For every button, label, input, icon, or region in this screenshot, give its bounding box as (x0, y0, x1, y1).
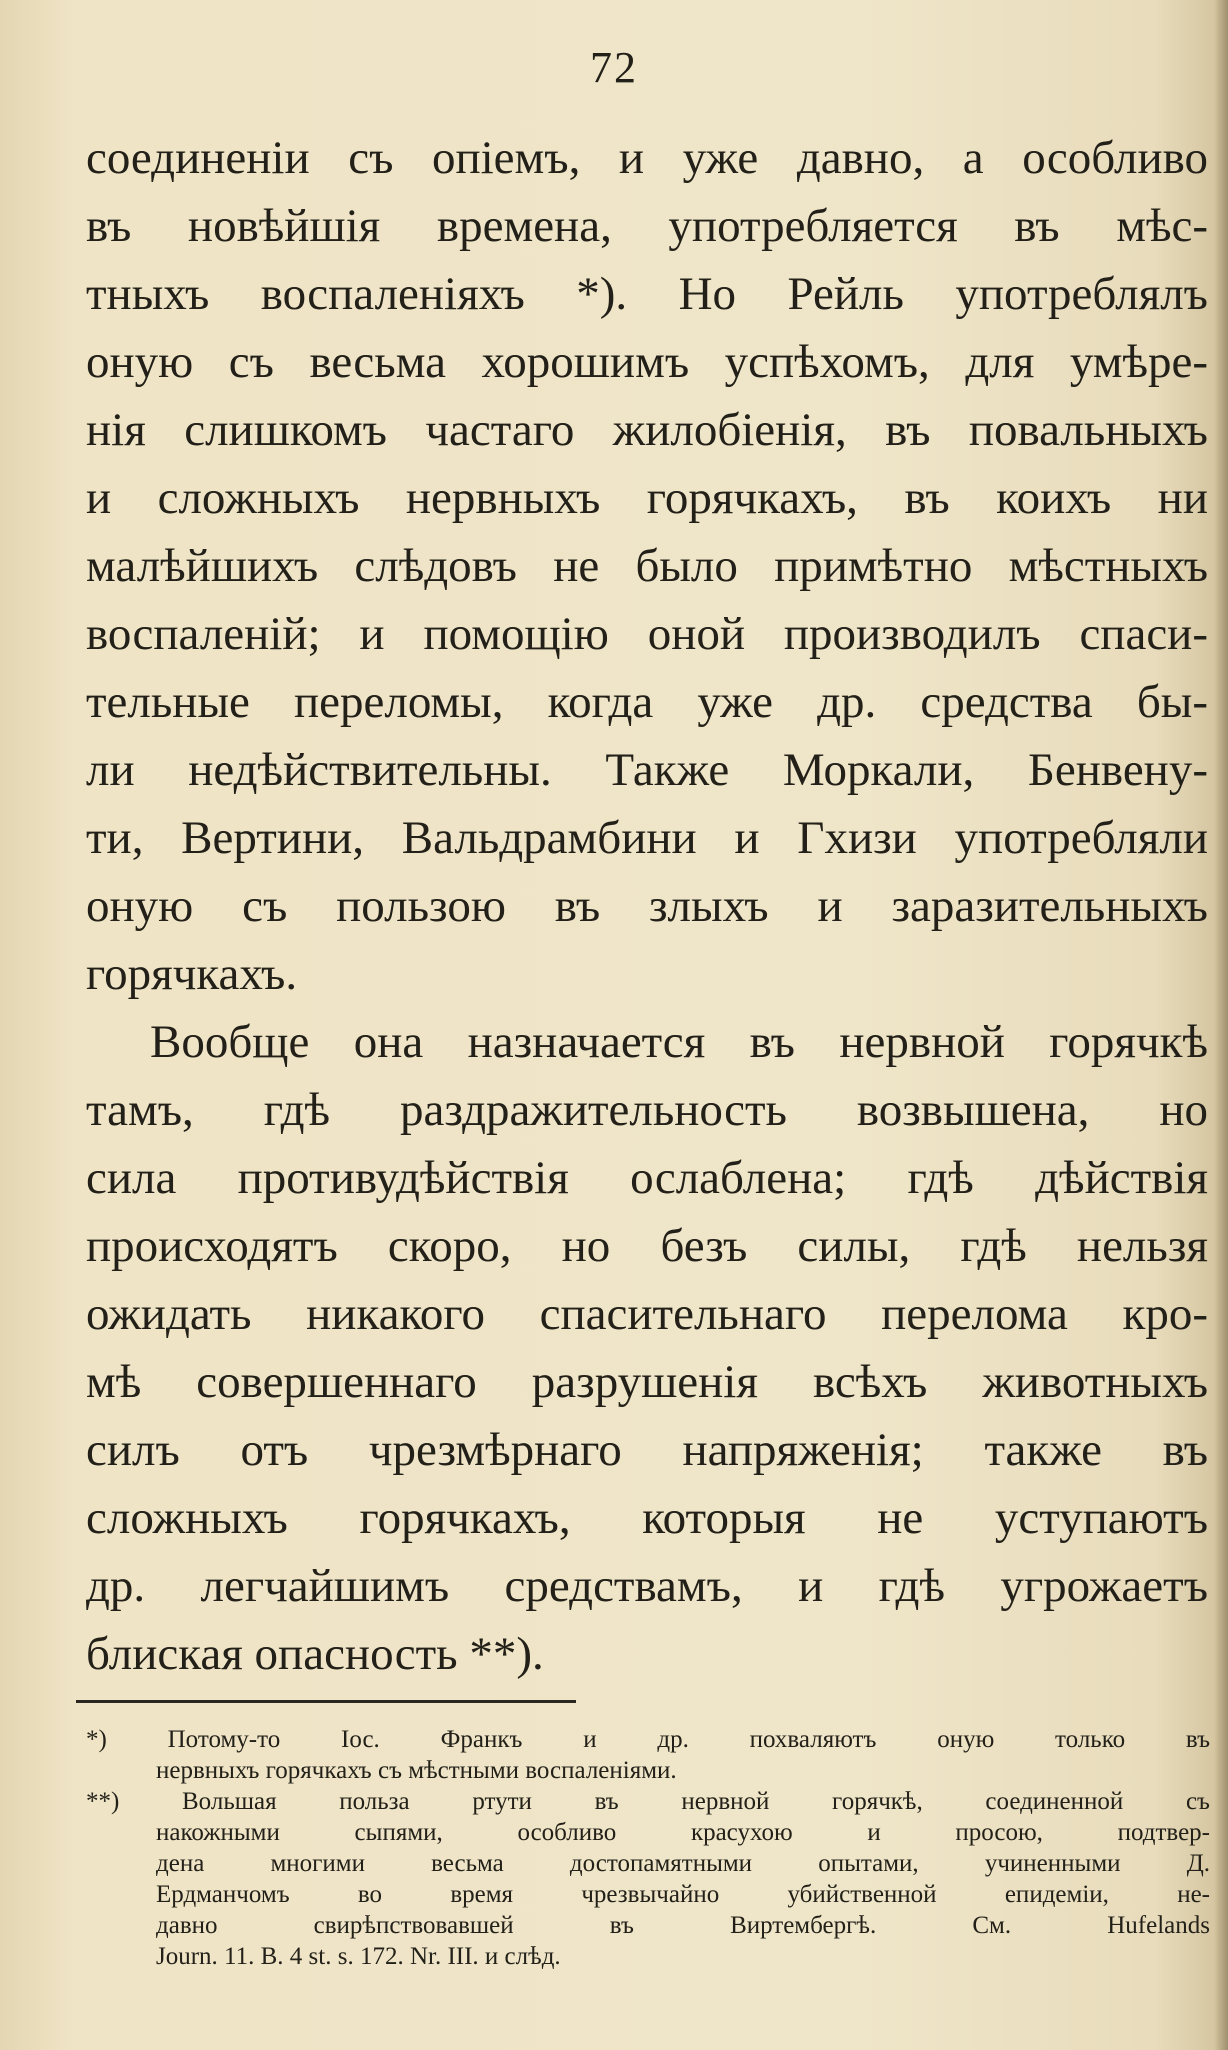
text-line-7: малѣйшихъ слѣдовъ не было примѣтно мѣстныхъ (86, 540, 1208, 592)
text-line-16: сила противудѣйствія ослаблена; гдѣ дѣйствія (86, 1152, 1208, 1204)
text-line-10: ли недѣйствительны. Также Моркали, Бенвену- (86, 744, 1208, 796)
footnote-2-line-4: Ердманчомъ во время чрезвычайно убийственной епидеміи, не- (156, 1881, 1210, 1908)
footnote-2-line-2: накожными сыпями, особливо красухою и просою, подтвер- (156, 1819, 1210, 1846)
text-line-20: силъ отъ чрезмѣрнаго напряженія; также въ (86, 1424, 1208, 1476)
page-number: 72 (590, 43, 638, 92)
text-line-3: тныхъ воспаленіяхъ *). Но Рейль употреблялъ (86, 268, 1208, 320)
text-line-2: въ новѣйшія времена, употребляется въ мѣс- (86, 200, 1208, 252)
text-line-23: блиская опасность **). (86, 1628, 544, 1680)
page-edge-shadow (1214, 0, 1228, 2050)
text-line-1: соединеніи съ опіемъ, и уже давно, а особливо (86, 132, 1208, 184)
text-line-21: сложныхъ горячкахъ, которыя не уступаютъ (86, 1492, 1208, 1544)
main-text (86, 124, 1208, 1688)
footnotes (86, 1724, 1210, 1972)
text-line-12: оную съ пользою въ злыхъ и заразительныхъ (86, 880, 1208, 932)
footnote-2-line-5: давно свирѣпствовавшей въ Виртембергѣ. См. Hufelands (156, 1912, 1210, 1939)
text-line-11: ти, Вертини, Вальдрамбини и Гхизи употребляли (86, 812, 1208, 864)
footnote-1-line-2: нервныхъ горячкахъ съ мѣстными воспаленіями. (156, 1757, 677, 1784)
text-line-8: воспаленій; и помощію оной производилъ спаси- (86, 608, 1208, 660)
text-line-9: тельные переломы, когда уже др. средства бы- (86, 676, 1208, 728)
text-line-22: др. легчайшимъ средствамъ, и гдѣ угрожаетъ (86, 1560, 1208, 1612)
text-line-19: мѣ совершеннаго разрушенія всѣхъ животныхъ (86, 1356, 1208, 1408)
text-line-14: Вообще она назначается въ нервной горячкѣ (150, 1016, 1208, 1068)
text-line-5: нія слишкомъ частаго жилобіенія, въ повальныхъ (86, 404, 1208, 456)
footnote-2-line-3: дена многими весьма достопамятными опытами, учиненными Д. (156, 1850, 1210, 1877)
footnote-1-line-1: *) Потому-то Іос. Франкъ и др. похваляютъ оную только въ (86, 1726, 1210, 1753)
footnote-rule (76, 1700, 576, 1703)
text-line-18: ожидать никакого спасительнаго перелома кро- (86, 1288, 1208, 1340)
text-line-17: происходятъ скоро, но безъ силы, гдѣ нельзя (86, 1220, 1208, 1272)
footnote-2-line-1: **) Вольшая польза ртути въ нервной горячкѣ, соединенной съ (86, 1788, 1210, 1815)
footnote-2-line-6: Journ. 11. B. 4 st. s. 172. Nr. III. и слѣд. (156, 1943, 561, 1970)
text-line-15: тамъ, гдѣ раздражительность возвышена, но (86, 1084, 1208, 1136)
text-line-4: оную съ весьма хорошимъ успѣхомъ, для умѣре- (86, 336, 1208, 388)
text-line-6: и сложныхъ нервныхъ горячкахъ, въ коихъ ни (86, 472, 1208, 524)
text-line-13: горячкахъ. (86, 948, 298, 1000)
